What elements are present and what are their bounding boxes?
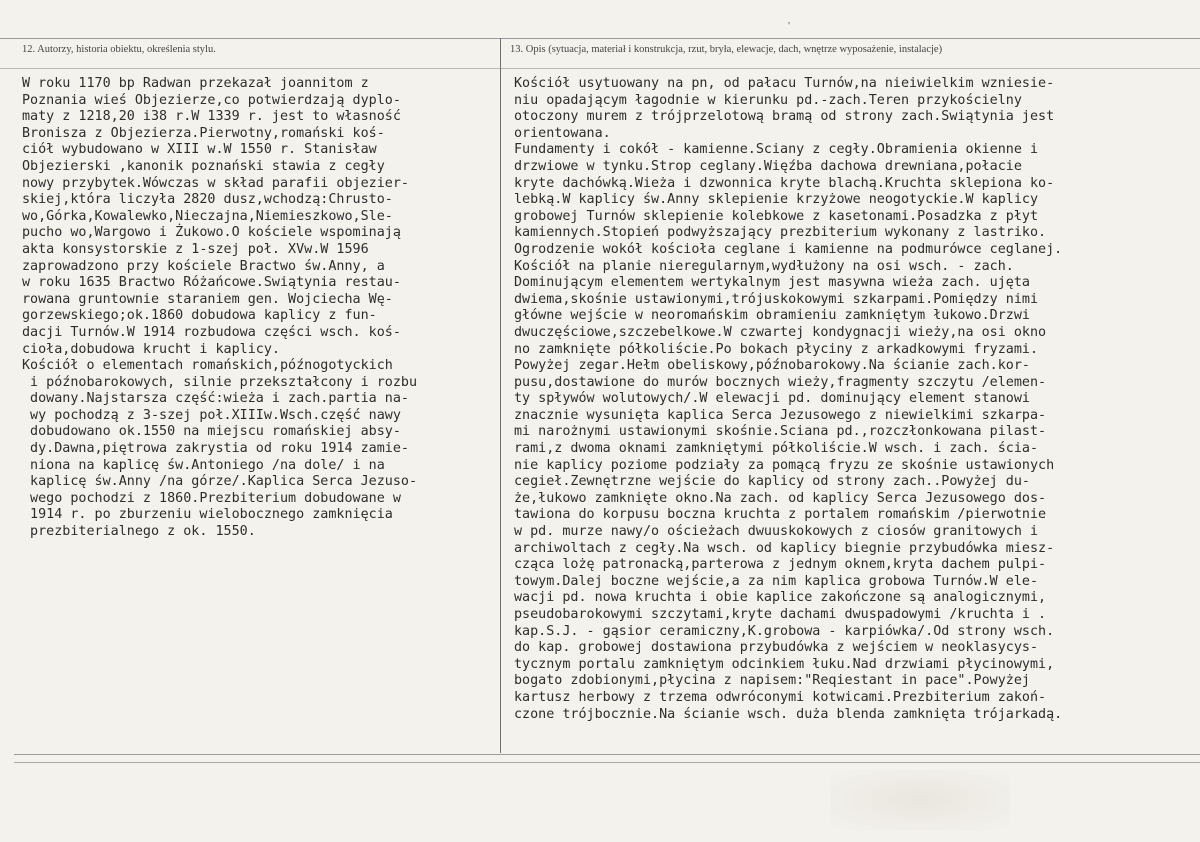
top-mark: ' — [788, 20, 790, 32]
description-text-line: lebką.W kaplicy św.Anny sklepienie krzyżowe neogotyckie.W kaplicy — [514, 192, 1039, 208]
description-text-line: kryte dachówką.Wieża i dzwonnica kryte blachą.Kruchta sklepiona ko- — [514, 175, 1055, 191]
history-text-line: zaprowadzono przy kościele Bractwo św.Anny, a — [22, 258, 385, 274]
history-text-line: dy.Dawna,piętrowa zakrystia od roku 1914 zamie- — [22, 441, 409, 457]
history-text-line: Bronisza z Objezierza.Pierwotny,romański koś- — [22, 125, 385, 141]
history-text-line: Kościół o elementach romańskich,późnogotyckich — [22, 358, 393, 374]
history-text-line: i późnobarokowych, silnie przekształcony i rozbu — [22, 374, 418, 390]
description-text-line: cegieł.Zewnętrzne wejście do kaplicy od strony zach..Powyżej du- — [514, 474, 1030, 490]
description-text-line: czone trójbocznie.Na ścianie wsch. duża blenda zamknięta trójarkadą. — [514, 706, 1063, 722]
description-text-line: kartusz herbowy z trzema odwróconymi kotwicami.Prezbiterium zakoń- — [514, 689, 1047, 705]
description-text-line: w pd. murze nawy/o ościeżach dwuuskokowych z ciosów granitowych i — [514, 524, 1039, 540]
description-text-line: kap.S.J. - gąsior ceramiczny,K.grobowa - karpiówka/.Od strony wsch. — [514, 623, 1055, 639]
history-text-line: prezbiterialnego z ok. 1550. — [22, 524, 256, 540]
section-13-header: 13. Opis (sytuacja, materiał i konstrukcja, rzut, bryła, elewacje, dach, wnętrze wyposażenie, instalacje) — [510, 44, 943, 55]
description-text-line: otoczony murem z trójprzelotową bramą od strony zach.Swiątynia jest — [514, 109, 1055, 125]
description-text-line: Dominującym elementem wertykalnym jest masywna wieża zach. ujęta — [514, 275, 1030, 291]
section-12-header: 12. Autorzy, historia obiektu, określenia stylu. — [22, 44, 216, 55]
description-text-line: kamiennych.Stopień podwyższający prezbiterium wykonany z lastriko. — [514, 225, 1047, 241]
description-text-line: wacji pd. nowa kruchta i obie kaplice zakończone są analogicznymi, — [514, 590, 1047, 606]
history-text-line: gorzewskiego;ok.1860 dobudowa kaplicy z fun- — [22, 308, 377, 324]
history-text-column — [22, 76, 500, 541]
description-text-line: grobowej Turnów sklepienie kolebkowe z kasetonami.Posadzka z płyt — [514, 208, 1039, 224]
history-text-line: dowany.Najstarsza część:wieża i zach.partia na- — [22, 391, 409, 407]
history-text-line: Poznania wieś Objezierze,co potwierdzają dyplo- — [22, 92, 401, 108]
history-text-line: ciół wybudowano w XIII w.W 1550 r. Stanisław — [22, 142, 377, 158]
description-text-line: rami,z dwoma oknami zamkniętymi półkoliście.W wsch. i zach. ścia- — [514, 441, 1039, 457]
description-text-line: tycznym portalu zamkniętym odcinkiem łuku.Nad drzwiami płycinowymi, — [514, 656, 1055, 672]
column-divider — [500, 38, 501, 753]
history-text-line: w roku 1635 Bractwo Różańcowe.Swiątynia restau- — [22, 275, 401, 291]
description-text-line: bogato zdobionymi,płycina z napisem:"Reqiestant in pace".Powyżej — [514, 673, 1030, 689]
description-text-line: ty spływów wolutowych/.W elewacji pd. dominujący element stanowi — [514, 391, 1030, 407]
history-text-line: rowana gruntownie staraniem gen. Wojciecha Wę- — [22, 291, 393, 307]
description-text-line: Kościół na planie nieregularnym,wydłużony na osi wsch. - zach. — [514, 258, 1014, 274]
description-text-line: pusu,dostawione do murów bocznych wieży,fragmenty szczytu /elemen- — [514, 374, 1047, 390]
description-text-line: no zamknięte półkoliście.Po bokach płyciny z arkadkowymi fryzami. — [514, 341, 1039, 357]
header-top-rule — [0, 38, 1200, 39]
description-text-line: Powyżej zegar.Hełm obeliskowy,późnobarokowy.Na ścianie zach.kor- — [514, 358, 1030, 374]
description-text-line: do kap. grobowej dostawiona przybudówka z wejściem w neoklasycys- — [514, 640, 1039, 656]
history-text-line: W roku 1170 bp Radwan przekazał joannitom z — [22, 76, 369, 91]
history-text-line: 1914 r. po zburzeniu wielobocznego zamknięcia — [22, 507, 393, 523]
history-text-line: pucho wo,Wargowo i Żukowo.O kościele wspominają — [22, 225, 401, 241]
history-text-line: wego pochodzi z 1860.Prezbiterium dobudowane w — [22, 490, 401, 506]
footer-rule — [14, 754, 1200, 755]
history-text-line: wo,Górka,Kowalewko,Nieczajna,Niemieszkowo,Sle- — [22, 208, 393, 224]
description-text-line: orientowana. — [514, 125, 611, 141]
description-text-line: towym.Dalej boczne wejście,a za nim kaplica grobowa Turnów.W ele- — [514, 573, 1039, 589]
description-text-line: pseudobarokowymi szczytami,kryte dachami dwuspadowymi /kruchta i . — [514, 607, 1047, 622]
description-text-line: Fundamenty i cokół - kamienne.Sciany z cegły.Obramienia okienne i — [514, 142, 1039, 158]
history-text-line: cioła,dobudowa krucht i kaplicy. — [22, 341, 280, 357]
description-text-line: Kościół usytuowany na pn, od pałacu Turnów,na nieiwielkim wzniesie- — [514, 76, 1055, 91]
description-text-line: niu opadającym łagodnie w kierunku pd.-zach.Teren przykościelny — [514, 92, 1022, 108]
description-text-line: drzwiowe w tynku.Strop ceglany.Więźba dachowa drewniana,połacie — [514, 158, 1022, 174]
description-text-column — [514, 76, 1194, 723]
history-text-line: kaplicę św.Anny /na górze/.Kaplica Serca Jezuso- — [22, 474, 418, 490]
description-text-line: cząca lożę patronacką,parterowa z jednym oknem,kryta dachem pulpi- — [514, 557, 1047, 573]
footer-rule-2 — [14, 762, 1200, 763]
history-text-line: niona na kaplicę św.Antoniego /na dole/ i na — [22, 457, 385, 473]
description-text-line: Ogrodzenie wokół kościoła ceglane i kamienne na podmurówce ceglanej. — [514, 241, 1063, 257]
history-text-line: skiej,która liczyła 2820 dusz,wchodzą:Chrusto- — [22, 192, 393, 208]
description-text-line: główne wejście w neoromańskim obramieniu zamkniętym łukowo.Drzwi — [514, 308, 1030, 324]
paper-stain — [830, 770, 1010, 830]
history-text-line: nowy przybytek.Wówczas w skład parafii objezier- — [22, 175, 409, 191]
history-text-line: dobudowano ok.1550 na miejscu romańskiej absy- — [22, 424, 401, 440]
description-text-line: archiwoltach z cegły.Na wsch. od kaplicy biegnie przybudówka miesz- — [514, 540, 1055, 556]
history-text-line: dacji Turnów.W 1914 rozbudowa części wsch. koś- — [22, 324, 401, 340]
description-text-line: dwuczęściowe,szczebelkowe.W czwartej kondygnacji wieży,na osi okno — [514, 324, 1047, 340]
history-text-line: Objezierski ,kanonik poznański stawia z cegły — [22, 158, 385, 174]
description-text-line: mi narożnymi ustawionymi skośnie.Sciana pd.,rozczłonkowana pilast- — [514, 424, 1047, 440]
description-text-line: znacznie wysunięta kaplica Serca Jezusowego z niewielkimi szkarpa- — [514, 407, 1047, 423]
description-text-line: dwiema,skośnie ustawionymi,trójuskokowymi szkarpami.Pomiędzy nimi — [514, 291, 1039, 307]
history-text-line: akta konsystorskie z 1-szej poł. XVw.W 1596 — [22, 241, 369, 257]
description-text-line: tawiona do korpusu boczna kruchta z portalem romańskim /pierwotnie — [514, 507, 1047, 523]
description-text-line: że,łukowo zamknięte okno.Na zach. od kaplicy Serca Jezusowego dos- — [514, 490, 1047, 506]
history-text-line: wy pochodzą z 3-szej poł.XIIIw.Wsch.część nawy — [22, 407, 401, 423]
description-text-line: nie kaplicy poziome podziały za pomącą fryzu ze skośnie ustawionych — [514, 457, 1055, 473]
header-bottom-rule — [0, 68, 1200, 69]
history-text-line: maty z 1218,20 i38 r.W 1339 r. jest to własność — [22, 109, 401, 125]
